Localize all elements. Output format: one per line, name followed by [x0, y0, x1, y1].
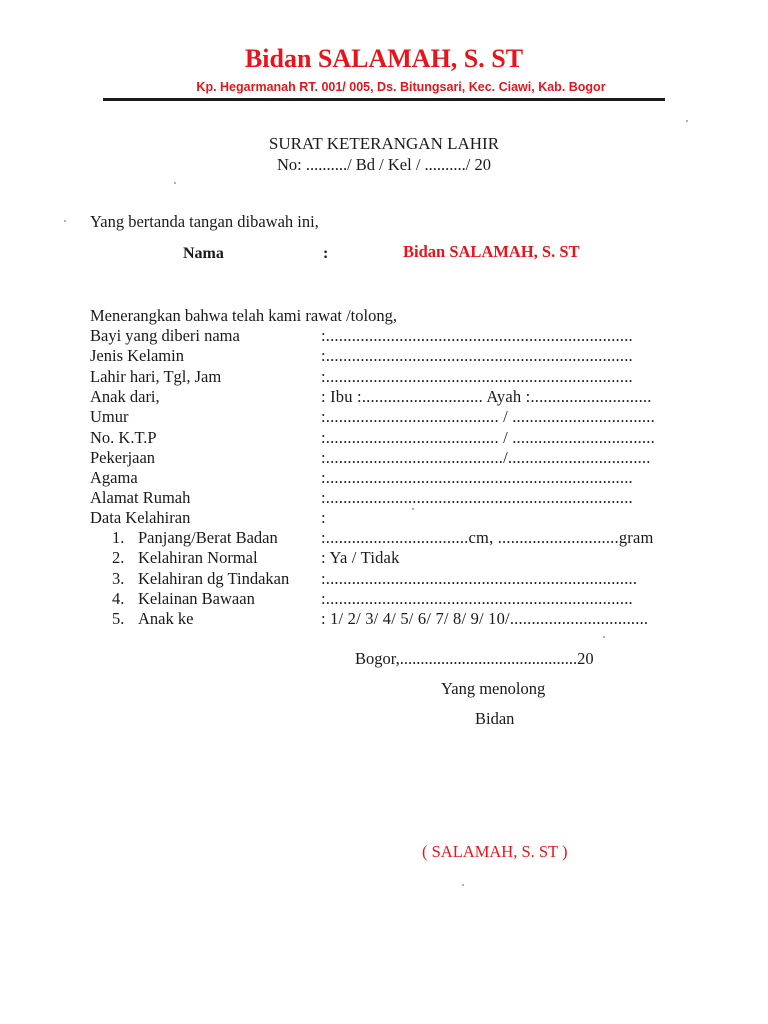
field-value: : Ibu :............................ Ayah :............................ [321, 387, 652, 406]
letterhead-divider [103, 98, 665, 101]
field-label: Agama [90, 468, 138, 487]
field-label: No. K.T.P [90, 428, 157, 447]
document-number: No: ........../ Bd / Kel / ........../ 20 [276, 155, 492, 174]
field-value: :....................................................................... [321, 468, 633, 487]
field-value: : [321, 508, 326, 527]
field-label: Bayi yang diberi nama [90, 326, 240, 345]
field-label: Lahir hari, Tgl, Jam [90, 367, 222, 386]
birth-data-number: 5. [112, 609, 125, 628]
birth-data-label: Kelahiran dg Tindakan [138, 569, 290, 588]
statement-text: Menerangkan bahwa telah kami rawat /tolong, [90, 306, 397, 325]
field-label: Jenis Kelamin [90, 346, 184, 365]
birth-data-number: 3. [112, 569, 125, 588]
field-value: :....................................................................... [321, 346, 633, 365]
birth-data-label: Kelahiran Normal [138, 548, 258, 567]
signature-line-helper: Yang menolong [441, 679, 546, 698]
birth-data-label: Kelainan Bawaan [138, 589, 255, 608]
birth-data-label: Panjang/Berat Badan [138, 528, 278, 547]
document-title: SURAT KETERANGAN LAHIR [268, 134, 500, 153]
birth-data-value: :.................................cm, ............................gram [321, 528, 654, 547]
field-value: :....................................................................... [321, 488, 633, 507]
field-value: :....................................................................... [321, 367, 633, 386]
signature-name: ( SALAMAH, S. ST ) [422, 842, 568, 861]
scan-speck [174, 182, 176, 184]
signature-place-date: Bogor,...........................................20 [355, 649, 594, 668]
scan-speck [64, 220, 66, 222]
scan-speck [603, 636, 605, 638]
field-value: :....................................................................... [321, 326, 633, 345]
field-value: :........................................./................................. [321, 448, 651, 467]
field-label: Alamat Rumah [90, 488, 191, 507]
signer-label: Nama [183, 245, 224, 262]
birth-data-number: 2. [112, 548, 125, 567]
birth-data-value: :....................................................................... [321, 589, 633, 608]
signer-colon: : [323, 245, 329, 262]
signer-value: Bidan SALAMAH, S. ST [403, 242, 580, 261]
field-value: :........................................ / ................................. [321, 407, 655, 426]
scan-speck [686, 120, 688, 122]
birth-data-value: : 1/ 2/ 3/ 4/ 5/ 6/ 7/ 8/ 9/ 10/................................ [321, 609, 649, 628]
signature-line-role: Bidan [475, 709, 515, 728]
field-label: Anak dari, [90, 387, 160, 406]
field-label: Data Kelahiran [90, 508, 191, 527]
birth-data-number: 4. [112, 589, 125, 608]
field-label: Umur [90, 407, 129, 426]
birth-data-value: :........................................................................ [321, 569, 638, 588]
letterhead-address: Kp. Hegarmanah RT. 001/ 005, Ds. Bitungsari, Kec. Ciawi, Kab. Bogor [196, 80, 606, 94]
birth-data-value: : Ya / Tidak [321, 548, 400, 567]
intro-text: Yang bertanda tangan dibawah ini, [90, 212, 319, 231]
field-label: Pekerjaan [90, 448, 156, 467]
letterhead-name: Bidan SALAMAH, S. ST [244, 44, 524, 73]
scan-speck [462, 884, 464, 886]
scan-speck [412, 508, 414, 510]
birth-data-label: Anak ke [138, 609, 194, 628]
birth-data-number: 1. [112, 528, 125, 547]
field-value: :........................................ / ................................. [321, 428, 655, 447]
